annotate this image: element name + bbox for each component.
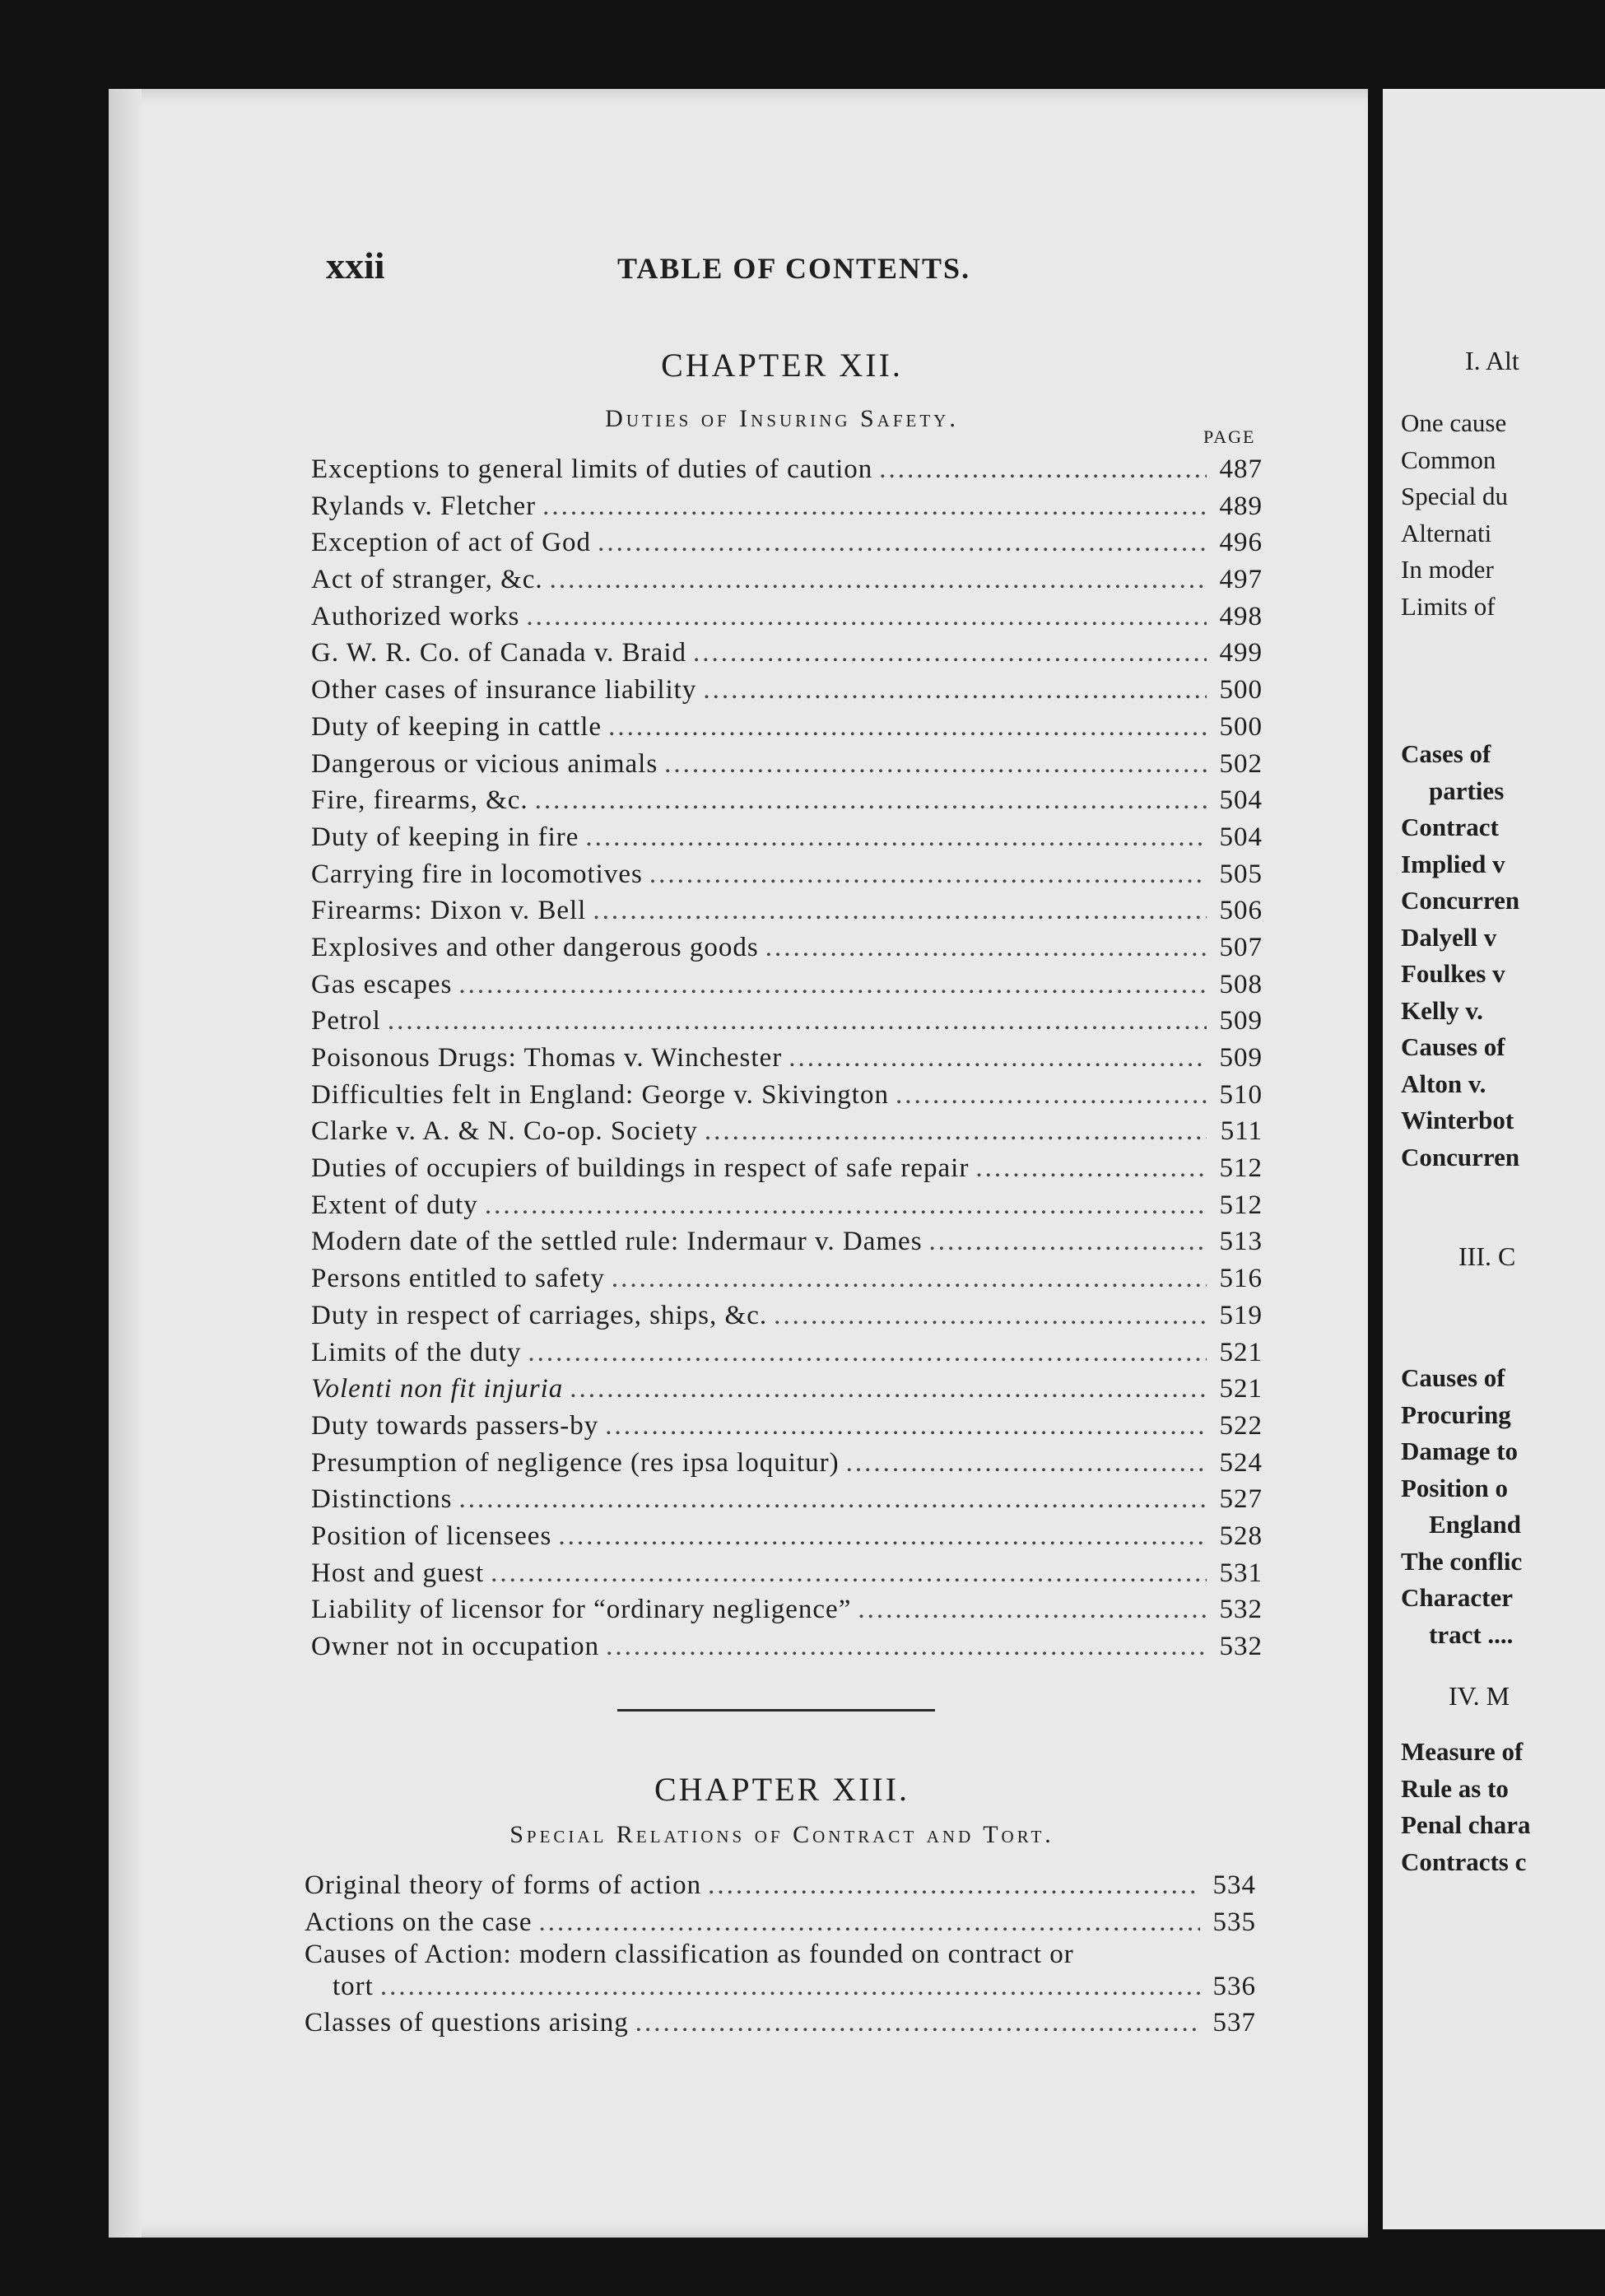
toc-entry [305, 1940, 1256, 2005]
toc-entry [311, 892, 1263, 929]
chapter-13-entry-list [305, 1867, 1256, 2042]
toc-entry-title: Classes of questions arising [305, 2008, 629, 2038]
leader-dots [542, 488, 1207, 524]
right-entry: Concurren [1401, 886, 1520, 915]
toc-entry-title: Duty in respect of carriages, ships, &c. [311, 1300, 768, 1330]
leader-dots [635, 2005, 1200, 2041]
toc-entry-page: 508 [1219, 969, 1263, 999]
toc-entry-title: Presumption of negligence (res ipsa loquitur) [311, 1447, 840, 1478]
right-entry: Special du [1401, 482, 1508, 510]
toc-entry-title-continued: tort [333, 1972, 374, 2002]
toc-entry [311, 1040, 1263, 1077]
toc-entry [311, 1628, 1263, 1665]
right-entry: Measure of [1401, 1737, 1524, 1766]
right-entry: Alternati [1401, 518, 1492, 547]
toc-entry-title: Volenti non fit injuria [311, 1374, 564, 1404]
toc-entry-page: 487 [1219, 454, 1263, 484]
toc-entry-page: 504 [1219, 785, 1263, 816]
toc-entry-page: 535 [1212, 1907, 1256, 1937]
toc-entry [311, 561, 1263, 598]
toc-entry-title: Modern date of the settled rule: Indermaur v. Dames [311, 1227, 923, 1257]
toc-entry [311, 488, 1263, 525]
toc-entry-title: Poisonous Drugs: Thomas v. Winchester [311, 1043, 783, 1073]
leader-dots [388, 1003, 1207, 1039]
toc-entry-page: 499 [1219, 638, 1263, 668]
toc-entry-page: 524 [1219, 1447, 1263, 1478]
toc-entry-title: Other cases of insurance liability [311, 675, 697, 706]
leader-dots [789, 1040, 1207, 1076]
right-entry: Kelly v. [1401, 995, 1483, 1025]
toc-entry-page: 497 [1219, 565, 1263, 595]
toc-entry-page: 532 [1219, 1595, 1263, 1625]
toc-entry [311, 819, 1263, 856]
toc-entry-page: 537 [1212, 2008, 1256, 2038]
toc-entry-title: Liability of licensor for “ordinary negligence” [311, 1595, 852, 1625]
toc-entry [305, 2005, 1256, 2042]
leader-dots [593, 892, 1207, 929]
toc-entry-title: Dangerous or vicious animals [311, 748, 658, 779]
toc-entry [311, 524, 1263, 561]
toc-entry-title: Distinctions [311, 1484, 453, 1515]
leader-dots [459, 1481, 1207, 1517]
leader-dots [585, 819, 1207, 855]
toc-entry [311, 1481, 1263, 1518]
right-entry: Position o [1401, 1473, 1509, 1502]
right-entry: Implied v [1401, 849, 1505, 878]
toc-entry [311, 1003, 1263, 1040]
toc-entry-title: Owner not in occupation [311, 1632, 600, 1661]
chapter-13-subtitle: Special Relations of Contract and Tort. [509, 1821, 1054, 1848]
toc-entry-page: 512 [1219, 1153, 1263, 1184]
toc-entry-page: 504 [1219, 822, 1263, 852]
toc-entry [305, 1867, 1256, 1904]
toc-entry-page: 510 [1219, 1079, 1263, 1110]
leader-dots [975, 1150, 1207, 1186]
toc-entry-page: 500 [1219, 711, 1263, 742]
leader-dots [380, 1968, 1200, 2005]
toc-entry-title: Host and guest [311, 1558, 485, 1588]
toc-entry [311, 782, 1263, 819]
leader-dots [528, 1334, 1207, 1371]
toc-entry [311, 966, 1263, 1004]
toc-entry-title: Original theory of forms of action [305, 1870, 702, 1900]
toc-entry-page: 522 [1219, 1410, 1263, 1441]
leader-dots [664, 746, 1207, 782]
leader-dots [649, 856, 1207, 892]
toc-entry [311, 1260, 1263, 1297]
toc-entry-page: 527 [1219, 1484, 1263, 1515]
chapter-12-subtitle: Duties of Insuring Safety. [605, 405, 959, 432]
toc-entry-page: 528 [1219, 1521, 1263, 1551]
toc-entry-page: 521 [1219, 1374, 1263, 1404]
toc-entry-page: 534 [1212, 1870, 1256, 1900]
toc-entry [311, 746, 1263, 783]
right-heading-4: IV. M [1449, 1681, 1510, 1711]
toc-entry-page: 489 [1219, 491, 1263, 521]
toc-entry [311, 1187, 1263, 1224]
toc-entry [311, 856, 1263, 893]
leader-dots [846, 1445, 1207, 1481]
right-entry: Alton v. [1401, 1069, 1486, 1098]
right-entry: Concurren [1401, 1142, 1520, 1171]
chapter-12-entry-list [311, 451, 1263, 1665]
right-entry: Damage to [1401, 1437, 1519, 1465]
toc-entry-title: Extent of duty [311, 1190, 478, 1220]
right-entry: Causes of [1401, 1032, 1505, 1061]
toc-entry-title: Persons entitled to safety [311, 1264, 605, 1294]
leader-dots [558, 1518, 1207, 1554]
toc-entry-page: 509 [1219, 1043, 1263, 1073]
toc-entry-title: Causes of Action: modern classification as founded on contract or [305, 1940, 1074, 1970]
toc-entry [305, 1904, 1256, 1941]
toc-entry-title: Duty of keeping in fire [311, 822, 579, 852]
toc-entry-title: Position of licensees [311, 1521, 552, 1551]
toc-entry-title: Limits of the duty [311, 1337, 522, 1367]
toc-entry-page: 509 [1219, 1006, 1263, 1036]
toc-entry-title: Rylands v. Fletcher [311, 491, 537, 521]
right-entry: Rule as to [1401, 1773, 1509, 1803]
right-entry: Winterbot [1401, 1106, 1514, 1134]
toc-entry-title: Explosives and other dangerous goods [311, 932, 759, 962]
leader-dots [606, 1628, 1207, 1665]
toc-entry-page: 506 [1219, 896, 1263, 926]
toc-entry [311, 1113, 1263, 1150]
leader-dots [705, 1113, 1207, 1149]
right-entry: The conflic [1401, 1546, 1523, 1576]
leader-dots [539, 1904, 1200, 1940]
right-entry: England [1429, 1510, 1522, 1539]
right-entry: parties [1429, 775, 1505, 805]
toc-entry-title: Actions on the case [305, 1907, 533, 1937]
right-entry: Common [1401, 445, 1496, 474]
toc-entry-title: Duties of occupiers of buildings in respect of safe repair [311, 1153, 970, 1184]
right-entry: Penal chara [1401, 1810, 1531, 1839]
toc-entry [311, 1518, 1263, 1555]
leader-dots [608, 709, 1207, 745]
toc-entry [311, 1555, 1263, 1592]
right-entry: Procuring [1401, 1399, 1511, 1429]
toc-entry-page: 516 [1219, 1264, 1263, 1294]
toc-entry-page: 507 [1219, 932, 1263, 962]
toc-entry-title: Act of stranger, &c. [311, 565, 543, 595]
toc-entry [311, 709, 1263, 746]
right-heading-1: I. Alt [1465, 346, 1519, 375]
toc-entry [311, 672, 1263, 709]
toc-entry-title: Fire, firearms, &c. [311, 785, 528, 816]
right-page [1383, 89, 1605, 2229]
toc-entry-title: Firearms: Dixon v. Bell [311, 896, 587, 926]
toc-entry-title: Authorized works [311, 601, 520, 631]
toc-entry [311, 598, 1263, 636]
toc-entry [311, 1223, 1263, 1260]
toc-entry [311, 929, 1263, 966]
toc-entry [311, 1371, 1263, 1408]
leader-dots [458, 966, 1207, 1003]
right-entry: Character [1401, 1583, 1513, 1612]
toc-entry-page: 500 [1219, 675, 1263, 706]
right-entry: Dalyell v [1401, 922, 1497, 952]
right-entry: Limits of [1401, 591, 1496, 621]
chapter-13-heading: CHAPTER XIII. [654, 1771, 910, 1808]
toc-entry-page: 496 [1219, 528, 1263, 558]
toc-entry-title: Duty towards passers-by [311, 1410, 599, 1441]
toc-entry-title: Difficulties felt in England: George v. Skivington [311, 1079, 889, 1110]
right-entry: Contract [1401, 813, 1499, 841]
toc-entry-title: G. W. R. Co. of Canada v. Braid [311, 638, 686, 668]
toc-entry [311, 451, 1263, 488]
right-entry: Causes of [1401, 1363, 1505, 1392]
leader-dots [570, 1371, 1207, 1407]
toc-entry [311, 1297, 1263, 1334]
toc-entry-title: Exceptions to general limits of duties of caution [311, 454, 873, 484]
toc-entry-page: 512 [1219, 1190, 1263, 1220]
toc-entry-page: 531 [1219, 1558, 1263, 1588]
leader-dots [526, 598, 1207, 635]
toc-entry-page: 502 [1219, 748, 1263, 779]
toc-entry-page: 536 [1212, 1972, 1256, 2002]
leader-dots [693, 635, 1207, 671]
toc-entry [311, 635, 1263, 672]
toc-entry-page: 498 [1219, 601, 1263, 631]
right-entry: In moder [1401, 555, 1494, 584]
leader-dots [485, 1187, 1207, 1223]
section-divider [617, 1709, 935, 1712]
toc-entry-title: Petrol [311, 1006, 381, 1036]
leader-dots [774, 1297, 1207, 1334]
toc-entry-page: 521 [1219, 1337, 1263, 1367]
toc-entry [311, 1591, 1263, 1628]
toc-entry-title: Duty of keeping in cattle [311, 711, 602, 742]
right-entry: One cause [1401, 408, 1507, 437]
leader-dots [703, 672, 1207, 708]
leader-dots [612, 1260, 1207, 1297]
toc-entry [311, 1150, 1263, 1187]
leader-dots [708, 1867, 1200, 1903]
toc-entry-page: 511 [1220, 1116, 1263, 1147]
leader-dots [929, 1223, 1207, 1260]
leader-dots [535, 782, 1207, 818]
leader-dots [598, 524, 1207, 561]
toc-entry [311, 1445, 1263, 1482]
leader-dots [896, 1077, 1207, 1113]
page-folio: xxii [326, 245, 385, 286]
toc-entry [311, 1334, 1263, 1372]
right-entry: Contracts c [1401, 1847, 1527, 1876]
leader-dots [491, 1555, 1207, 1591]
toc-entry-title: Clarke v. A. & N. Co-op. Society [311, 1116, 698, 1147]
right-entry: tract .... [1429, 1619, 1514, 1649]
toc-entry-title: Gas escapes [311, 969, 453, 999]
toc-entry-title: Carrying fire in locomotives [311, 859, 643, 889]
chapter-12-heading: CHAPTER XII. [661, 347, 903, 384]
leader-dots [605, 1408, 1207, 1444]
page-column-label: PAGE [1203, 426, 1256, 447]
toc-entry-page: 513 [1219, 1227, 1263, 1257]
right-entry: Foulkes v [1401, 959, 1505, 988]
running-head: TABLE OF CONTENTS. [617, 252, 971, 285]
leader-dots [550, 561, 1207, 598]
toc-entry-page: 519 [1219, 1300, 1263, 1330]
right-heading-3: III. C [1458, 1241, 1516, 1271]
right-entry: Cases of [1401, 739, 1491, 768]
leader-dots [879, 451, 1207, 487]
toc-entry-page: 532 [1219, 1632, 1263, 1661]
toc-entry-title: Exception of act of God [311, 528, 592, 558]
toc-entry [311, 1408, 1263, 1445]
leader-dots [765, 929, 1207, 966]
leader-dots [858, 1591, 1207, 1628]
toc-entry-page: 505 [1219, 859, 1263, 889]
toc-entry [311, 1077, 1263, 1114]
